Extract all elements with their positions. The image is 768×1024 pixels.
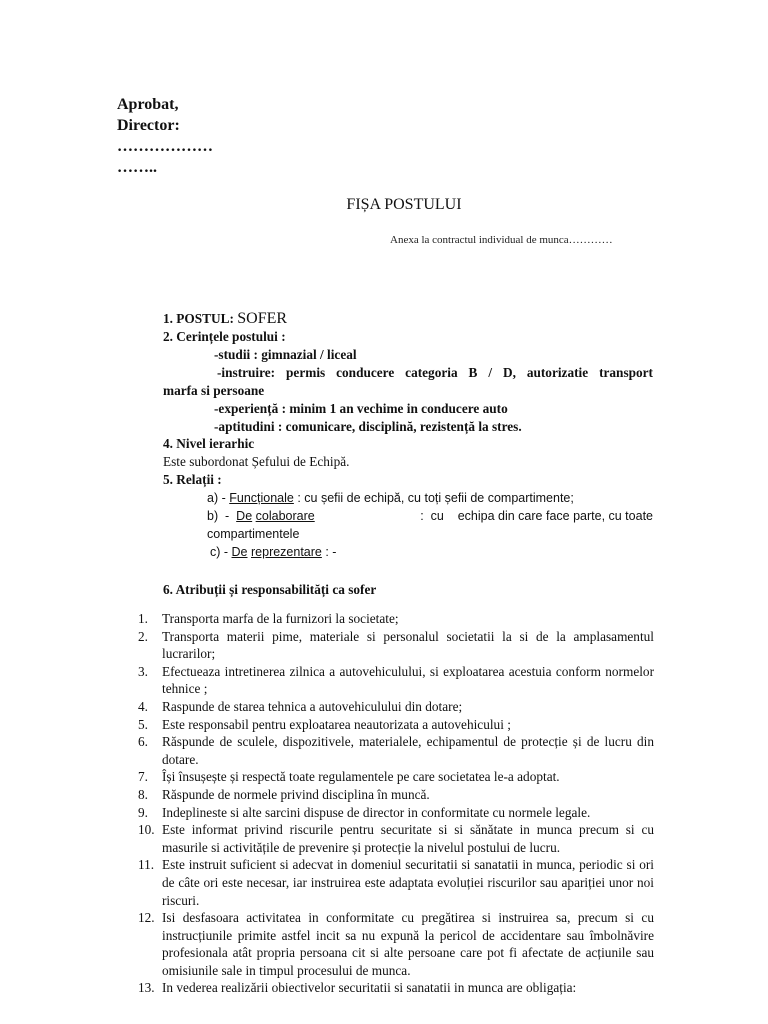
- list-item: 2. Transporta materii pime, materiale si personalul societatii la si de la amplasamentul lucrarilor;: [138, 628, 654, 662]
- post-value: SOFER: [237, 310, 288, 327]
- relation-b-prefix: b) -: [207, 509, 237, 523]
- relation-representation: [210, 543, 336, 561]
- requirement-studies: -studii : gimnazial / liceal: [214, 347, 357, 362]
- list-item: 6. Răspunde de sculele, dispozitivele, materialele, echipamentul de protecție și de lucru din dotare.: [138, 734, 654, 767]
- list-item: 13. In vederea realizării obiectivelor securitatii si sanatatii in munca are obligația:: [138, 980, 577, 996]
- requirement-aptitudes: -aptitudini : comunicare, disciplină, rezistență la stres.: [214, 419, 522, 434]
- relation-c-term1: De: [231, 545, 248, 559]
- relation-collaboration-cont: compartimentele: [207, 527, 300, 541]
- list-item: 9. Indeplineste si alte sarcini dispuse de director in conformitate cu normele legale.: [138, 804, 591, 820]
- list-item: 10. Este informat privind riscurile pentru securitate si si sănătate in munca precum si cu masurile si activitățile de prevenire și protecție la nivelul postului de lucru.: [138, 822, 654, 855]
- list-item: 8. Răspunde de normele privind disciplina în muncă.: [138, 786, 430, 802]
- signature-dots: ………………: [117, 138, 213, 155]
- list-item: 1. Transporta marfa de la furnizori la societate;: [138, 611, 399, 626]
- post-section: [163, 310, 287, 328]
- relation-b-text: : cu echipa din care face parte, cu toate: [413, 509, 653, 523]
- relation-functional: [207, 489, 574, 507]
- annex-note: Anexa la contractul individual de munca…………: [390, 234, 613, 246]
- signature-dots-short: ……..: [117, 159, 157, 176]
- relation-a-term: Funcționale: [229, 491, 294, 505]
- relations-heading: 5. Relații :: [163, 472, 222, 487]
- duties-list: [138, 610, 654, 997]
- list-item: 4. Raspunde de starea tehnica a autovehiculului din dotare;: [138, 698, 463, 714]
- document-title: FIȘA POSTULUI: [346, 196, 462, 213]
- relation-c-text: : -: [321, 545, 337, 559]
- relation-c-term2: reprezentare: [251, 545, 322, 559]
- relation-a-text: : cu șefii de echipă, cu toți șefii de compartimente;: [293, 491, 574, 505]
- requirements-heading: 2. Cerințele postului :: [163, 329, 286, 344]
- relation-collaboration: [207, 507, 653, 525]
- requirement-experience: -experiență : minim 1 an vechime in conducere auto: [214, 401, 508, 416]
- list-item: 5. Este responsabil pentru exploatarea neautorizata a autovehicului ;: [138, 716, 511, 732]
- hierarchy-text: Este subordonat Șefului de Echipă.: [163, 454, 350, 469]
- duties-heading: 6. Atribuții și responsabilități ca sofer: [163, 582, 377, 597]
- requirement-training-cont: marfa si persoane: [163, 383, 265, 398]
- post-label: 1. POSTUL:: [163, 311, 234, 326]
- list-item: 11. Este instruit suficient si adecvat in domeniul securitatii si sanatatii in munca, periodic si ori de câte ori este necesar, iar instruirea este adaptata evoluției riscurilor sau apariției unor noi riscuri.: [138, 857, 654, 908]
- relation-a-prefix: a) -: [207, 491, 230, 505]
- relation-b-term2: colaborare: [255, 509, 315, 523]
- requirement-training: -instruire: permis conducere categoria B / D, autorizatie transport: [217, 365, 653, 380]
- list-item: 3. Efectueaza intretinerea zilnica a autovehiculului, si exploatarea acestuia conform normelor tehnice ;: [138, 663, 654, 697]
- hierarchy-heading: 4. Nivel ierarhic: [163, 436, 255, 451]
- relation-b-term1: De: [236, 509, 253, 523]
- director-label: Director:: [117, 117, 180, 134]
- approval-label: Aprobat,: [117, 96, 179, 113]
- list-item: 12. Isi desfasoara activitatea in conformitate cu pregătirea si instruirea sa, precum si cu instrucțiunile primite astfel incit sa nu expună la pericol de accidentare sau îmbolnăvire profesionala atât propria persoana cit si alte persoane care pot fi afectate de acțiunile sau omisiunile sale in timpul procesului de munca.: [138, 910, 654, 978]
- relation-c-prefix: c) -: [210, 545, 232, 559]
- list-item: 7. Își însușește și respectă toate regulamentele pe care societatea le-a adoptat.: [138, 769, 560, 785]
- approval-block: [117, 94, 213, 178]
